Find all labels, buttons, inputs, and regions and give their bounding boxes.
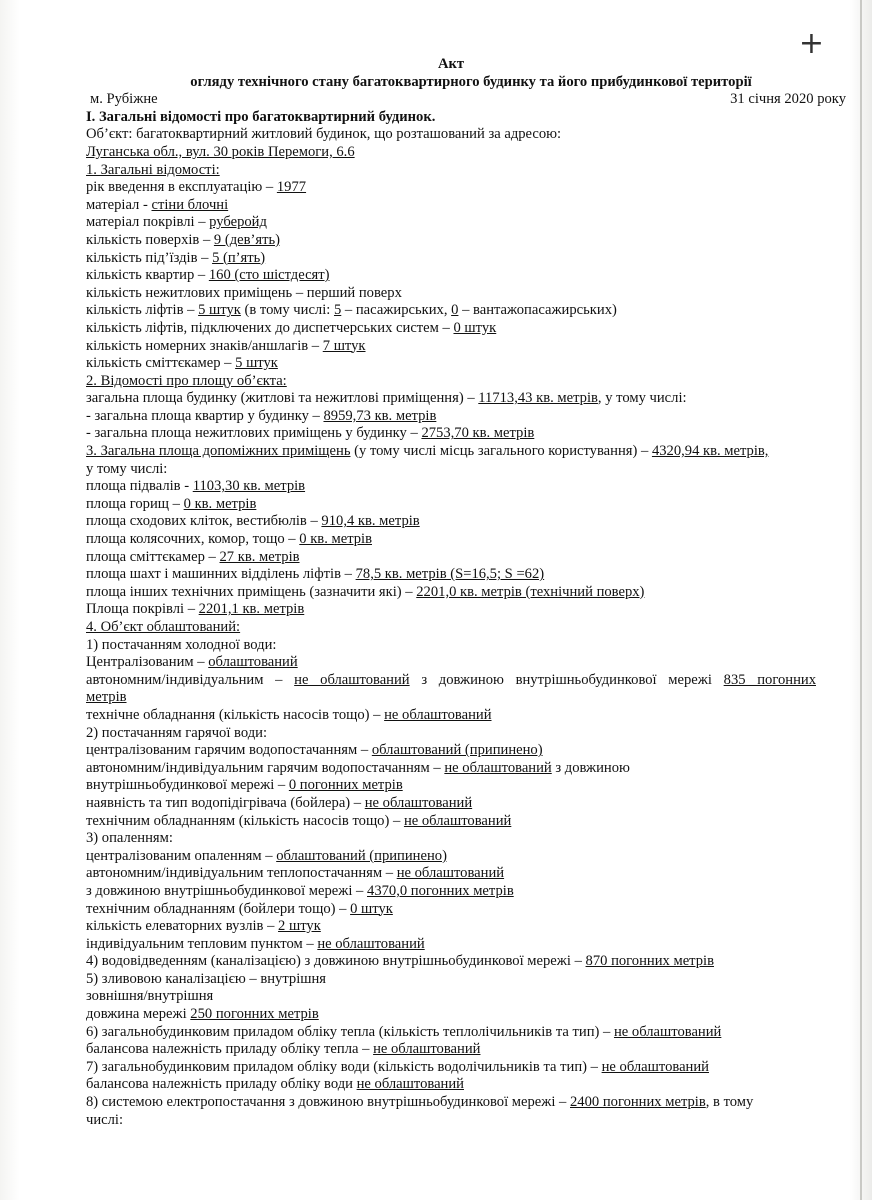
roof-row	[86, 214, 816, 232]
water-meter-row	[86, 1059, 816, 1077]
heat-net-label: з довжиною внутрішньобудинкової мережі –	[86, 882, 368, 899]
heat-central-label: централізованим опаленням –	[86, 847, 277, 864]
sewer-value: 870 погонних метрів	[585, 953, 714, 970]
apartments-row	[86, 267, 816, 285]
water-balance-label: балансова належність приладу обліку води	[86, 1076, 357, 1093]
auto-length-unit: метрів	[86, 689, 127, 706]
nonres-area-label: - загальна площа нежитлових приміщень у будинку –	[86, 425, 422, 442]
total-area-label: загальна площа будинку (житлові та нежитлові приміщення) –	[86, 390, 479, 407]
aux-area-label: 3. Загальна площа допоміжних приміщень	[86, 443, 351, 460]
cold-water-heading: 1) постачанням холодної води:	[86, 636, 277, 653]
attic-label: площа горищ –	[86, 495, 184, 512]
heat-central-row	[86, 848, 816, 866]
total-area-tail: , у тому числі:	[597, 390, 687, 407]
roof-label: матеріал покрівлі –	[86, 214, 210, 231]
total-area-row	[86, 390, 816, 408]
page-spine-shadow	[860, 0, 862, 1200]
heat-balance-value: не облаштований	[373, 1041, 481, 1058]
auto-row	[86, 672, 816, 690]
hot-auto-row	[86, 760, 816, 778]
tech-eq-label: технічне обладнання (кількість насосів тощо) –	[86, 706, 385, 723]
power-value: 2400 погонних метрів	[570, 1094, 706, 1111]
heat-meter-value: не облаштований	[613, 1023, 722, 1040]
boiler-value: не облаштований	[364, 794, 473, 811]
total-area-value: 11713,43 кв. метрів	[478, 390, 598, 407]
year-row	[86, 179, 816, 197]
hot-central-value: облаштований (припинено)	[371, 742, 543, 759]
boiler-label: наявність та тип водопідігрівача (бойлера) –	[86, 794, 365, 811]
apartments-value: 160 (сто шістдесят)	[208, 267, 330, 284]
hot-tech-label: технічним обладнанням (кількість насосів тощо) –	[86, 812, 404, 829]
hot-tech-row	[86, 813, 816, 831]
trash-value: 27 кв. метрів	[219, 548, 300, 565]
auto-value: не облаштований	[294, 671, 410, 688]
signs-label: кількість номерних знаків/аншлагів –	[86, 337, 323, 354]
hot-net-label: внутрішньобудинкової мережі –	[86, 777, 289, 794]
lifts-mid: (в тому числі:	[240, 302, 334, 319]
date: 31 січня 2020 року	[730, 91, 846, 108]
stair-label: площа сходових кліток, вестибюлів –	[86, 513, 322, 530]
tech-eq-value: не облаштований	[384, 706, 492, 723]
trash-label: площа сміттєкамер –	[86, 548, 220, 565]
hot-auto-value: не облаштований	[444, 759, 552, 776]
walls-value: стіни блочні	[151, 196, 229, 213]
shaft-label: площа шахт і машинних відділень ліфтів –	[86, 566, 356, 583]
heat-tech-value: 0 штук	[350, 900, 393, 917]
dispatch-row	[86, 320, 816, 338]
address: Луганська обл., вул. 30 років Перемоги, 6.6	[86, 143, 355, 160]
water-meter-value: не облаштований	[601, 1058, 709, 1075]
doc-subtitle: огляду технічного стану багатоквартирного будинку та його прибудинкової території	[190, 73, 752, 90]
storm-length-row	[86, 1006, 816, 1024]
heat-net-row	[86, 883, 816, 901]
floors-label: кількість поверхів –	[86, 231, 214, 248]
apt-area-value: 8959,73 кв. метрів	[323, 407, 437, 424]
roof-value: руберойд	[209, 214, 267, 231]
basement-value: 1103,30 кв. метрів	[192, 478, 306, 495]
stair-row	[86, 513, 816, 531]
water-balance-row	[86, 1076, 816, 1094]
hot-auto-tail: з довжиною	[551, 759, 630, 776]
nonres-area-row	[86, 425, 816, 443]
power-tail-2: числі:	[86, 1111, 124, 1128]
tech-room-label: площа інших технічних приміщень (зазначити які) –	[86, 583, 417, 600]
sewer-label: 4) водовідведенням (каналізацією) з довжиною внутрішньобудинкової мережі –	[86, 953, 586, 970]
lifts-label: кількість ліфтів –	[86, 302, 199, 319]
section-1-heading: І. Загальні відомості про багатоквартирний будинок.	[86, 108, 436, 125]
tech-room-value: 2201,0 кв. метрів (технічний поверх)	[416, 583, 645, 600]
sewer-row	[86, 953, 816, 971]
water-meter-label: 7) загальнобудинковим приладом обліку води (кількість водолічильників та тип) –	[86, 1058, 602, 1075]
central-value: облаштований	[208, 654, 298, 671]
walls-row	[86, 197, 816, 215]
aux-area-mid: (у тому числі місць загального користування) –	[350, 443, 652, 460]
entrances-row	[86, 250, 816, 268]
basement-row	[86, 478, 816, 496]
chutes-row	[86, 355, 816, 373]
apartments-label: кількість квартир –	[86, 267, 209, 284]
equipped-heading: 4. Об’єкт облаштований:	[86, 619, 241, 635]
general-heading: 1. Загальні відомості:	[86, 161, 220, 178]
lifts-freight-label: – вантажопасажирських)	[458, 302, 617, 319]
storm-row-2: зовнішня/внутрішня	[86, 988, 214, 1005]
heat-balance-label: балансова належність приладу обліку тепла –	[86, 1041, 374, 1058]
aux-area-value: 4320,94 кв. метрів,	[651, 443, 769, 460]
hot-net-row	[86, 777, 816, 795]
apt-area-label: - загальна площа квартир у будинку –	[86, 407, 324, 424]
city: м. Рубіжне	[90, 91, 158, 108]
storm-length-label: довжина мережі	[86, 1006, 191, 1023]
elevator-value: 2 штук	[278, 918, 321, 935]
chutes-value: 5 штук	[235, 355, 278, 372]
apt-area-row	[86, 408, 816, 426]
signs-value: 7 штук	[322, 337, 366, 354]
basement-label: площа підвалів -	[86, 478, 193, 495]
roof-area-value: 2201,1 кв. метрів	[198, 601, 305, 618]
heat-auto-value: не облаштований	[396, 865, 505, 882]
stair-value: 910,4 кв. метрів	[321, 513, 420, 530]
lifts-freight-count: 0	[451, 302, 459, 319]
nonres-row: кількість нежитлових приміщень – перший поверх	[86, 284, 402, 301]
year-label: рік введення в експлуатацію –	[86, 179, 277, 196]
heat-balance-row	[86, 1041, 816, 1059]
power-label: 8) системою електропостачання з довжиною внутрішньобудинкової мережі –	[86, 1094, 570, 1111]
heat-auto-label: автономним/індивідуальним теплопостачанням –	[86, 865, 397, 882]
area-heading: 2. Відомості про площу об’єкта:	[86, 372, 287, 389]
heat-central-value: облаштований (припинено)	[276, 847, 447, 864]
dispatch-label: кількість ліфтів, підключених до диспетчерських систем –	[86, 319, 454, 336]
dispatch-value: 0 штук	[453, 319, 497, 336]
storm-row-1: 5) зливовою каналізацією – внутрішня	[86, 970, 327, 987]
heat-meter-label: 6) загальнобудинковим приладом обліку тепла (кількість теплолічильників та тип) –	[86, 1023, 614, 1040]
elevator-row	[86, 918, 816, 936]
aux-area-row	[86, 443, 816, 461]
document-body	[86, 50, 846, 1129]
tech-room-row	[86, 584, 816, 602]
lifts-row	[86, 302, 816, 320]
floors-row	[86, 232, 816, 250]
auto-length: 835 погонних	[723, 671, 816, 688]
trash-row	[86, 549, 816, 567]
power-tail: , в тому	[705, 1094, 754, 1111]
storm-length-value: 250 погонних метрів	[190, 1006, 319, 1023]
stroller-label: площа колясочних, комор, тощо –	[86, 531, 300, 548]
nonres-area-value: 2753,70 кв. метрів	[421, 425, 535, 442]
hot-central-label: централізованим гарячим водопостачанням –	[86, 742, 372, 759]
hot-auto-label: автономним/індивідуальним гарячим водопостачанням –	[86, 759, 445, 776]
lifts-value: 5 штук	[198, 302, 241, 319]
power-row	[86, 1094, 816, 1112]
floors-value: 9 (дев’ять)	[213, 231, 280, 248]
chutes-label: кількість сміттєкамер –	[86, 355, 236, 372]
tech-eq-row	[86, 707, 816, 725]
lifts-passenger-label: – пасажирських,	[341, 302, 452, 319]
roof-area-label: Площа покрівлі –	[86, 601, 199, 618]
itp-row	[86, 936, 816, 954]
heat-auto-row	[86, 865, 816, 883]
object-label: Об’єкт: багатоквартирний житловий будинок, що розташований за адресою:	[86, 126, 562, 143]
boiler-row	[86, 795, 816, 813]
attic-row	[86, 496, 816, 514]
entrances-label: кількість під’їздів –	[86, 249, 213, 266]
attic-value: 0 кв. метрів	[183, 495, 257, 512]
place-date-row	[86, 91, 846, 109]
lifts-passenger-count: 5	[333, 302, 342, 319]
stroller-value: 0 кв. метрів	[299, 531, 372, 548]
water-balance-value: не облаштований	[356, 1076, 464, 1093]
central-row	[86, 654, 816, 672]
shaft-row	[86, 566, 816, 584]
entrances-value: 5 (п’ять)	[212, 249, 266, 266]
itp-label: індивідуальним тепловим пунктом –	[86, 935, 318, 952]
aux-area-tail: у тому числі:	[86, 460, 168, 477]
handwritten-plus-mark: +	[798, 26, 824, 61]
stroller-row	[86, 531, 816, 549]
heat-tech-label: технічним обладнанням (бойлери тощо) –	[86, 900, 351, 917]
doc-title: Акт	[437, 56, 465, 72]
year-value: 1977	[276, 179, 307, 196]
elevator-label: кількість елеваторних вузлів –	[86, 918, 279, 935]
hot-water-heading: 2) постачанням гарячої води:	[86, 724, 268, 741]
hot-tech-value: не облаштований	[403, 812, 512, 829]
central-label: Централізованим –	[86, 654, 209, 671]
hot-net-value: 0 погонних метрів	[288, 777, 403, 794]
auto-mid: з довжиною внутрішньобудинкової мережі	[409, 671, 724, 688]
heating-heading: 3) опаленням:	[86, 830, 173, 847]
signs-row	[86, 338, 816, 356]
heat-meter-row	[86, 1024, 816, 1042]
shaft-value: 78,5 кв. метрів (S=16,5; S =62)	[355, 566, 545, 583]
heat-net-value: 4370,0 погонних метрів	[367, 882, 514, 899]
roof-area-row	[86, 601, 816, 619]
itp-value: не облаштований	[317, 935, 425, 952]
auto-label: автономним/індивідуальним –	[86, 671, 295, 688]
heat-tech-row	[86, 901, 816, 919]
walls-label: матеріал -	[86, 196, 152, 213]
hot-central-row	[86, 742, 816, 760]
